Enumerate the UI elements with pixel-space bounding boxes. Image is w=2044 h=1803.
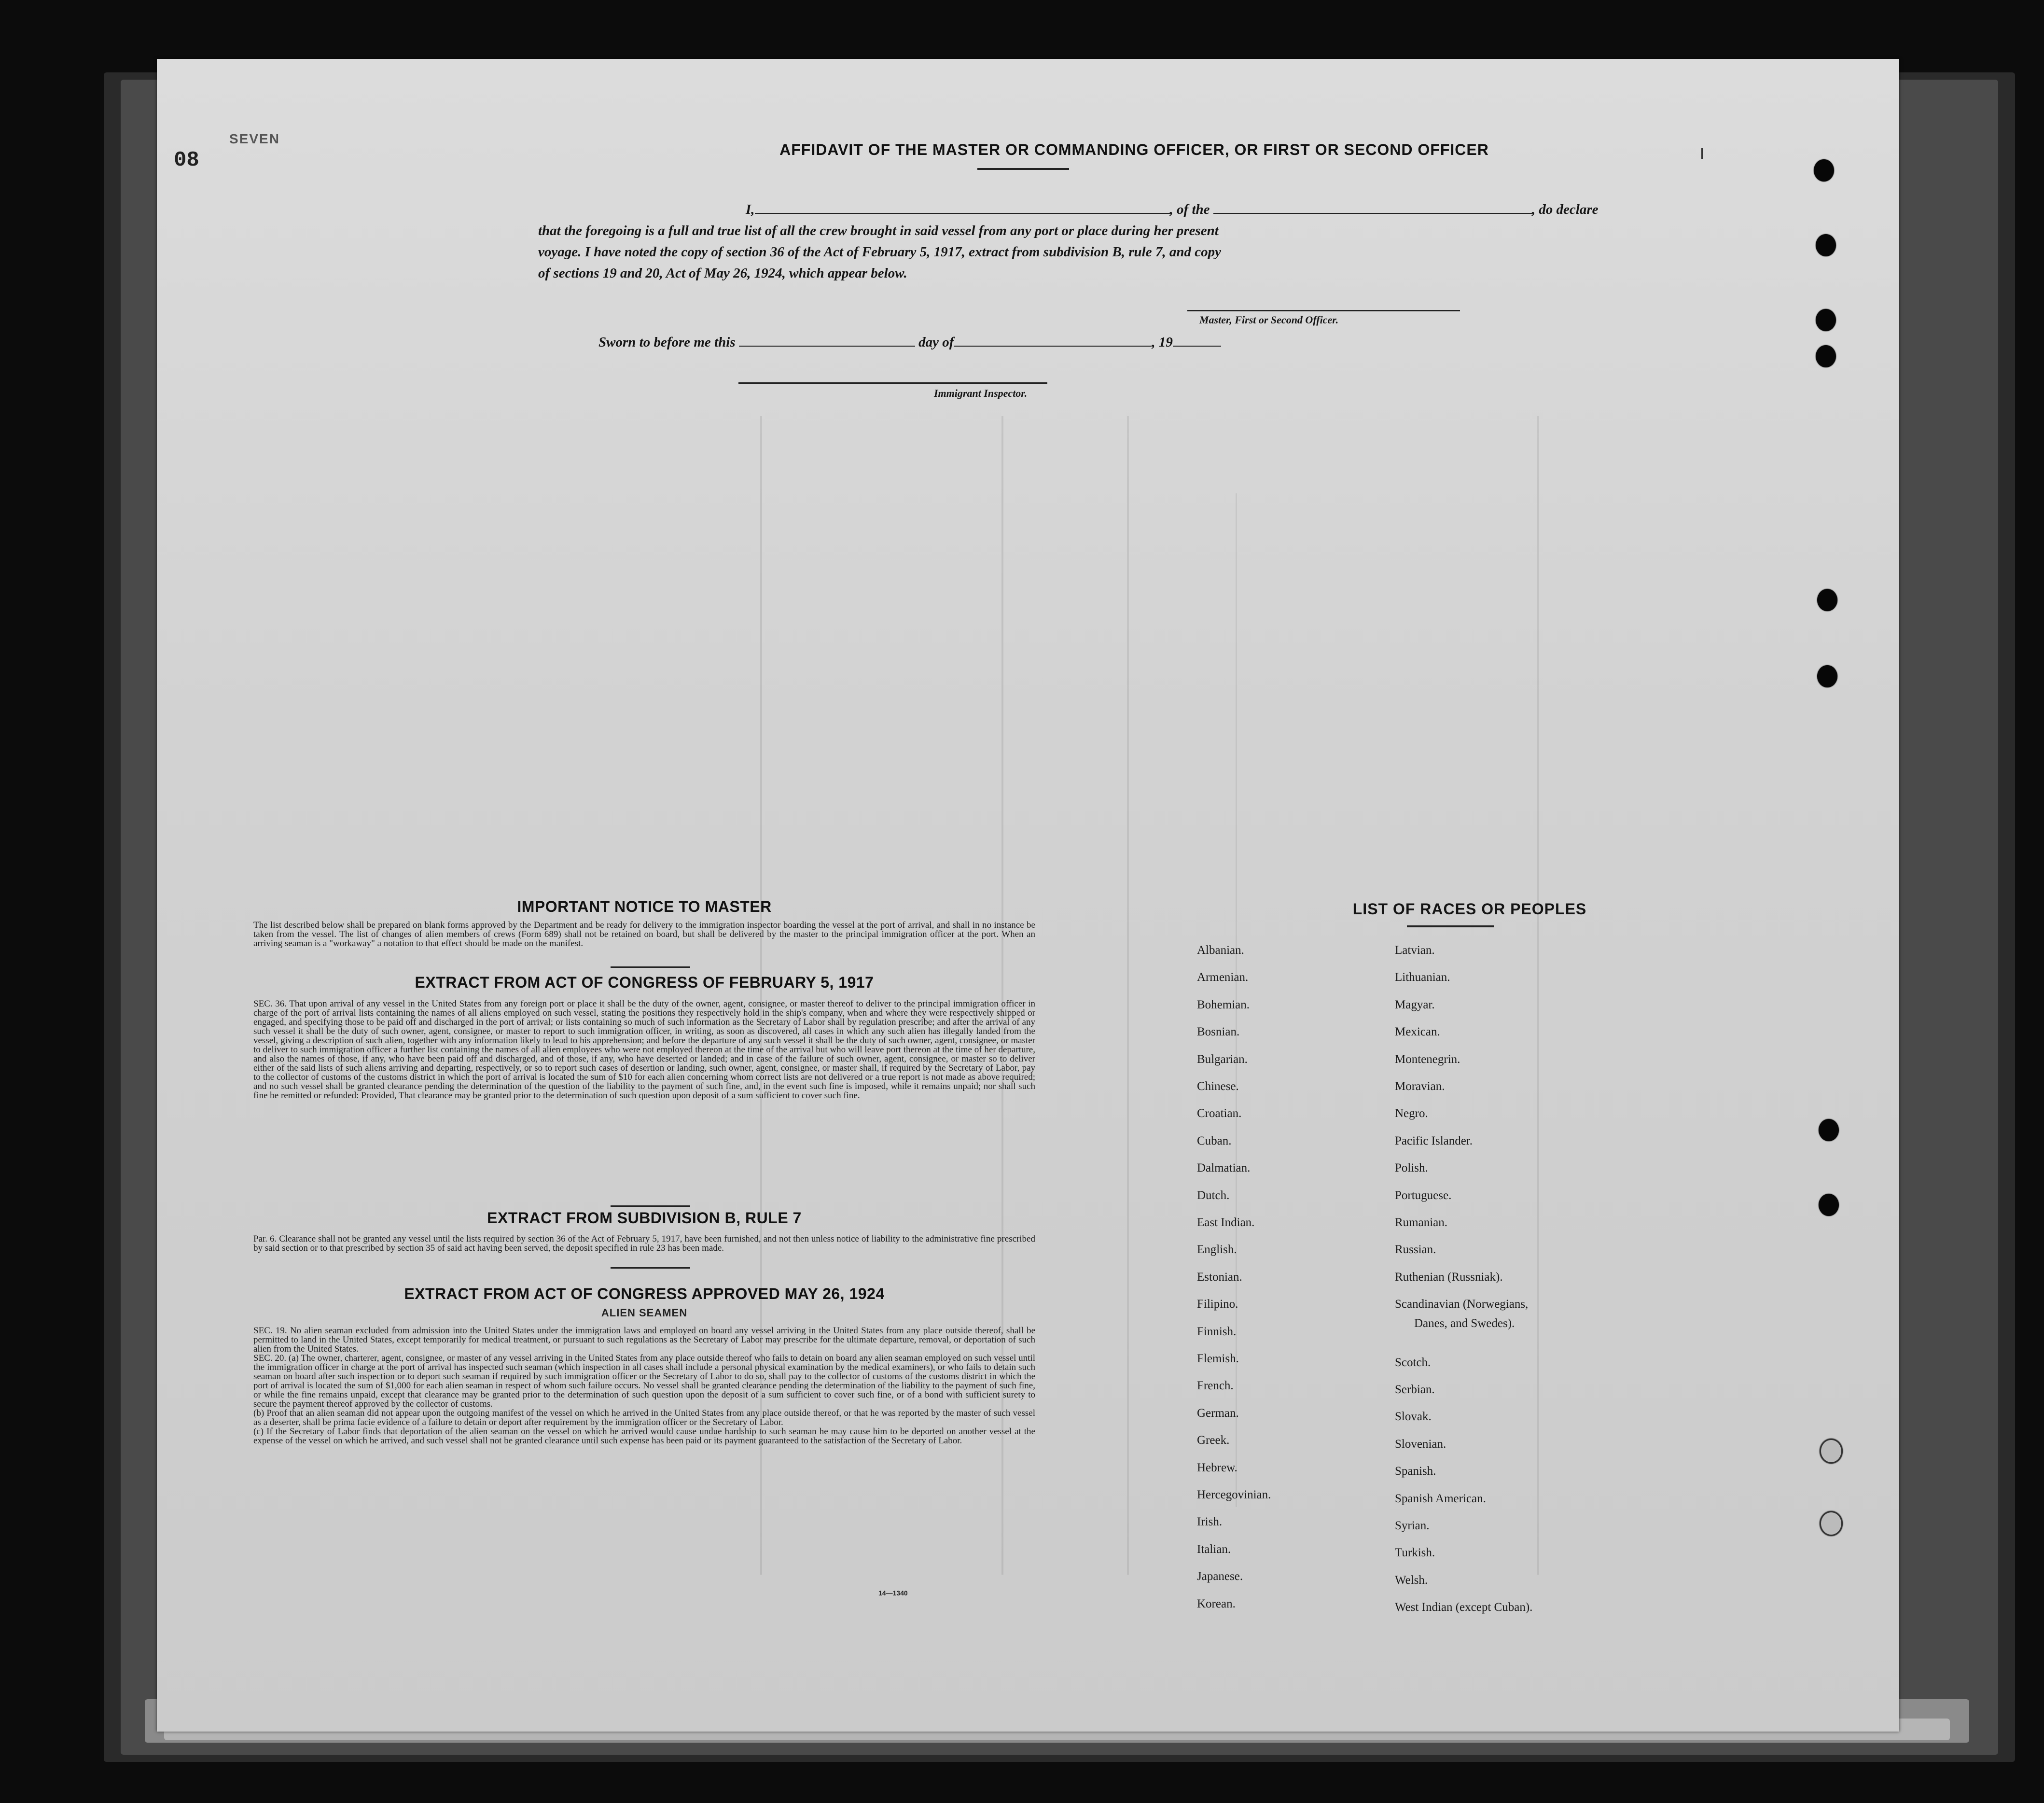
race-item: Welsh. <box>1395 1574 1428 1587</box>
race-item: Magyar. <box>1395 998 1435 1011</box>
race-item: Albanian. <box>1197 944 1244 957</box>
extract-1917-body: SEC. 36. That upon arrival of any vessel in the United States from any foreign port or place it shall be the duty of the owner, agent, consignee, or master thereof to deliver to the principal immigration officer in charge of the port of arrival lists containing the names of all aliens employed on such vessel, stating the positions they respectively hold in the ship's company, when and where they were respectively shipped or engaged, and specifying those to be paid off and discharged in the port of arrival; or lists containing so much of such information as the Secretary of Labor shall by regulation prescribe; and after the arrival of any such vessel it shall be the duty of such owner, agent, consignee, or master to report to such immigration officer, in writing, as soon as discovered, all cases in which any such alien has illegally landed from the vessel, giving a description of such alien, together with any information likely to lead to his apprehension; and before the departure of any such vessel it shall be the duty of such owner, agent, consignee, or master to deliver to such immigration officer a further list containing the names of all alien employees who were not employed thereon at the time of the arrival but who will leave port thereon at the time of her departure, and also the names of those, if any, who have been paid off and discharged, and of those, if any, who have deserted or landed; and in case of the failure of such owner, agent, consignee, or master so to deliver either of the said lists of such aliens arriving and departing, respectively, or so to report such cases of desertion or landing, such owner, agent, consignee, or master shall, if required by the Secretary of Labor, pay to the collector of customs of the customs district in which the port of arrival is located the sum of $10 for each alien concerning whom correct lists are not delivered or a true report is not made as above required; and no such vessel shall be granted clearance pending the determination of the question of the liability to the payment of such fine, and, in the event such fine is imposed, while it remains unpaid; nor shall such fine be remitted or refunded: Provided, That clearance may be granted prior to the determination of such question upon deposit of a sum sufficient to cover such fine. <box>253 999 1035 1101</box>
extract-1924-body <box>253 1326 1035 1445</box>
extract-1924-subtitle: ALIEN SEAMEN <box>601 1307 688 1319</box>
race-item: Scandinavian (Norwegians, <box>1395 1298 1529 1311</box>
affidavit-line-2: that the foregoing is a full and true list of all the crew brought in said vessel from any port or place during her present <box>538 223 1219 238</box>
year-prefix: , 19 <box>1152 335 1173 350</box>
punch-hole <box>1819 1119 1839 1141</box>
section-20c-text: (c) If the Secretary of Labor finds that deportation of the alien seaman on the vessel on which he arrived would cause undue hardship to such seaman he may cause him to be deported on another vessel at the expense of the vessel on which he arrived, and such vessel shall not be granted clearance until such expense has been paid or its payment guaranteed to the satisfaction of the Secretary of Labor. <box>253 1426 1035 1446</box>
vessel-blank <box>1213 200 1532 214</box>
extract-1924-title: EXTRACT FROM ACT OF CONGRESS APPROVED MAY 26, 1924 <box>404 1285 885 1302</box>
affidavit-title: AFFIDAVIT OF THE MASTER OR COMMANDING OFFICER, OR FIRST OR SECOND OFFICER <box>779 141 1489 158</box>
race-item: Dalmatian. <box>1197 1161 1251 1174</box>
race-item: English. <box>1197 1243 1237 1256</box>
race-item: Flemish. <box>1197 1352 1239 1365</box>
name-blank <box>755 200 1170 214</box>
punch-hole <box>1816 345 1836 367</box>
bleed-through-rule <box>1127 416 1129 1575</box>
document-page <box>157 59 1899 1732</box>
punch-hole <box>1817 589 1837 611</box>
affidavit-line-4: of sections 19 and 20, Act of May 26, 1924, which appear below. <box>538 266 907 281</box>
section-20a-text: SEC. 20. (a) The owner, charterer, agent, consignee, or master of any vessel arriving in the United States from any place outside thereof who fails to detain on board any alien seaman employed on such vessel until the immigration officer in charge at the port of arrival has inspected such seaman (which inspection in all cases shall include a personal physical examination by the medical examiners), or who fails to detain such seaman on board after such inspection or to deport such seaman if required by such immigration officer or the Secretary of Labor to do so, shall pay to the collector of customs of the customs district in which the port of arrival is located the sum of $1,000 for each alien seaman in respect of whom such failure occurs. No vessel shall be granted clearance pending the determination of the liability to the payment of such fine, or while the fine remains unpaid, except that clearance may be granted prior to the determination of such question upon the deposit of a sum sufficient to cover such fine, or of a bond with sufficient surety to secure the payment thereof approved by the collector of customs. <box>253 1353 1035 1409</box>
inspector-signature-line <box>738 382 1047 384</box>
race-item: Italian. <box>1197 1543 1231 1556</box>
affidavit-do-declare: , do declare <box>1531 202 1599 217</box>
race-item: Spanish American. <box>1395 1492 1486 1505</box>
race-item: Slovenian. <box>1395 1438 1446 1451</box>
punch-hole <box>1814 159 1834 182</box>
race-item: Filipino. <box>1197 1298 1238 1311</box>
bleed-through-rule <box>1537 416 1539 1575</box>
sworn-line <box>598 333 1221 350</box>
race-item: Estonian. <box>1197 1271 1242 1284</box>
race-item: Lithuanian. <box>1395 971 1450 984</box>
title-underline <box>977 168 1069 170</box>
extract-rule7-body: Par. 6. Clearance shall not be granted any vessel until the lists required by section 36 of the Act of February 5, 1917, have been furnished, and not then unless notice of liability to the administrative fine prescribed by said section or to that prescribed by section 35 of said act having been served, the deposit specified in rule 23 has been made. <box>253 1234 1035 1253</box>
notice-title: IMPORTANT NOTICE TO MASTER <box>517 898 772 915</box>
punch-hole-reinforced <box>1820 1439 1843 1464</box>
races-title-underline <box>1407 925 1494 927</box>
race-item: Korean. <box>1197 1597 1236 1610</box>
race-item: Spanish. <box>1395 1465 1436 1478</box>
affidavit-i-prefix: I, <box>746 202 755 217</box>
punch-hole-reinforced <box>1820 1511 1843 1536</box>
race-item: Finnish. <box>1197 1325 1237 1338</box>
section-20b-text: (b) Proof that an alien seaman did not appear upon the outgoing manifest of the vessel on which he arrived in the United States from any place outside thereof, or that he was reported by the master of such vessel as a deserter, shall be prima facie evidence of a failure to detain or deport after requirement by the immigration officer or the Secretary of Labor. <box>253 1408 1035 1427</box>
notice-body: The list described below shall be prepared on blank forms approved by the Department and be ready for delivery to the immigration inspector boarding the vessel at the port of arrival, and shall in no instance be taken from the vessel. The list of changes of alien members of crews (Form 689) shall not be retained on board, but shall be delivered by the master to the principal immigration officer at the port. When an arriving seaman is a "workaway" a notation to that effect should be made on the manifest. <box>253 920 1035 949</box>
race-item: Chinese. <box>1197 1080 1239 1093</box>
race-item: Japanese. <box>1197 1570 1243 1583</box>
race-item: French. <box>1197 1379 1234 1392</box>
year-blank <box>1173 333 1221 347</box>
extract-1917-title: EXTRACT FROM ACT OF CONGRESS OF FEBRUARY 5, 1917 <box>415 974 874 991</box>
month-blank <box>954 333 1152 347</box>
race-item: Pacific Islander. <box>1395 1134 1473 1147</box>
section-divider <box>611 1267 690 1269</box>
corner-ghost-text: SEVEN <box>229 131 280 146</box>
form-code: 14—1340 <box>878 1589 908 1597</box>
section-divider <box>611 1205 690 1207</box>
race-item: Mexican. <box>1395 1025 1440 1038</box>
race-item: Ruthenian (Russniak). <box>1395 1271 1503 1284</box>
sworn-prefix: Sworn to before me this <box>598 335 736 350</box>
section-19-text: SEC. 19. No alien seaman excluded from admission into the United States under the immigration laws and employed on board any vessel arriving in the United States from any place outside thereof, shall be permitted to land in the United States, except temporarily for medical treatment, or pursuant to such regulations as the Secretary of Labor may prescribe for the ultimate departure, removal, or deportation of such alien from the United States. <box>253 1326 1035 1354</box>
race-item: Cuban. <box>1197 1134 1232 1147</box>
race-item: Montenegrin. <box>1395 1053 1460 1066</box>
punch-hole <box>1819 1194 1839 1216</box>
race-item: Irish. <box>1197 1515 1223 1528</box>
race-item: Rumanian. <box>1395 1216 1448 1229</box>
race-item: Portuguese. <box>1395 1189 1452 1202</box>
affidavit-line-1 <box>538 199 1663 220</box>
race-item: West Indian (except Cuban). <box>1395 1601 1533 1614</box>
race-item: Croatian. <box>1197 1107 1242 1120</box>
affidavit-line-3: voyage. I have noted the copy of section 36 of the Act of February 5, 1917, extract from subdivision B, rule 7, and copy <box>538 244 1221 260</box>
race-item: Scotch. <box>1395 1356 1431 1369</box>
extract-rule7-title: EXTRACT FROM SUBDIVISION B, RULE 7 <box>487 1209 802 1227</box>
race-item: Russian. <box>1395 1243 1436 1256</box>
race-item: Negro. <box>1395 1107 1428 1120</box>
section-divider <box>611 966 690 968</box>
punch-hole <box>1816 309 1836 331</box>
race-item: German. <box>1197 1407 1239 1420</box>
affidavit-body <box>538 199 1663 284</box>
day-of-label: day of <box>918 335 954 350</box>
corner-code: 08 <box>174 148 199 172</box>
races-title: LIST OF RACES OR PEOPLES <box>1352 900 1587 918</box>
race-item: Moravian. <box>1395 1080 1445 1093</box>
master-signature-line <box>1187 310 1460 311</box>
race-item: Turkish. <box>1395 1546 1435 1559</box>
punch-hole <box>1816 234 1836 256</box>
race-item: Bulgarian. <box>1197 1053 1248 1066</box>
race-item: Polish. <box>1395 1161 1428 1174</box>
inspector-label: Immigrant Inspector. <box>934 387 1028 399</box>
race-item: Slovak. <box>1395 1410 1432 1423</box>
race-item: Greek. <box>1197 1434 1230 1447</box>
race-item: Armenian. <box>1197 971 1249 984</box>
race-item: Syrian. <box>1395 1519 1430 1532</box>
race-item: Latvian. <box>1395 944 1435 957</box>
race-item: East Indian. <box>1197 1216 1255 1229</box>
race-item: Dutch. <box>1197 1189 1230 1202</box>
race-item: Bosnian. <box>1197 1025 1240 1038</box>
race-item: Bohemian. <box>1197 998 1250 1011</box>
master-label: Master, First or Second Officer. <box>1199 314 1339 326</box>
tick-mark <box>1701 148 1703 159</box>
affidavit-of-the: , of the <box>1169 202 1210 217</box>
race-item: Serbian. <box>1395 1383 1435 1396</box>
day-blank <box>739 333 915 347</box>
race-item: Danes, and Swedes). <box>1414 1317 1515 1330</box>
race-item: Hebrew. <box>1197 1461 1238 1474</box>
punch-hole <box>1817 665 1837 687</box>
race-item: Hercegovinian. <box>1197 1488 1271 1501</box>
